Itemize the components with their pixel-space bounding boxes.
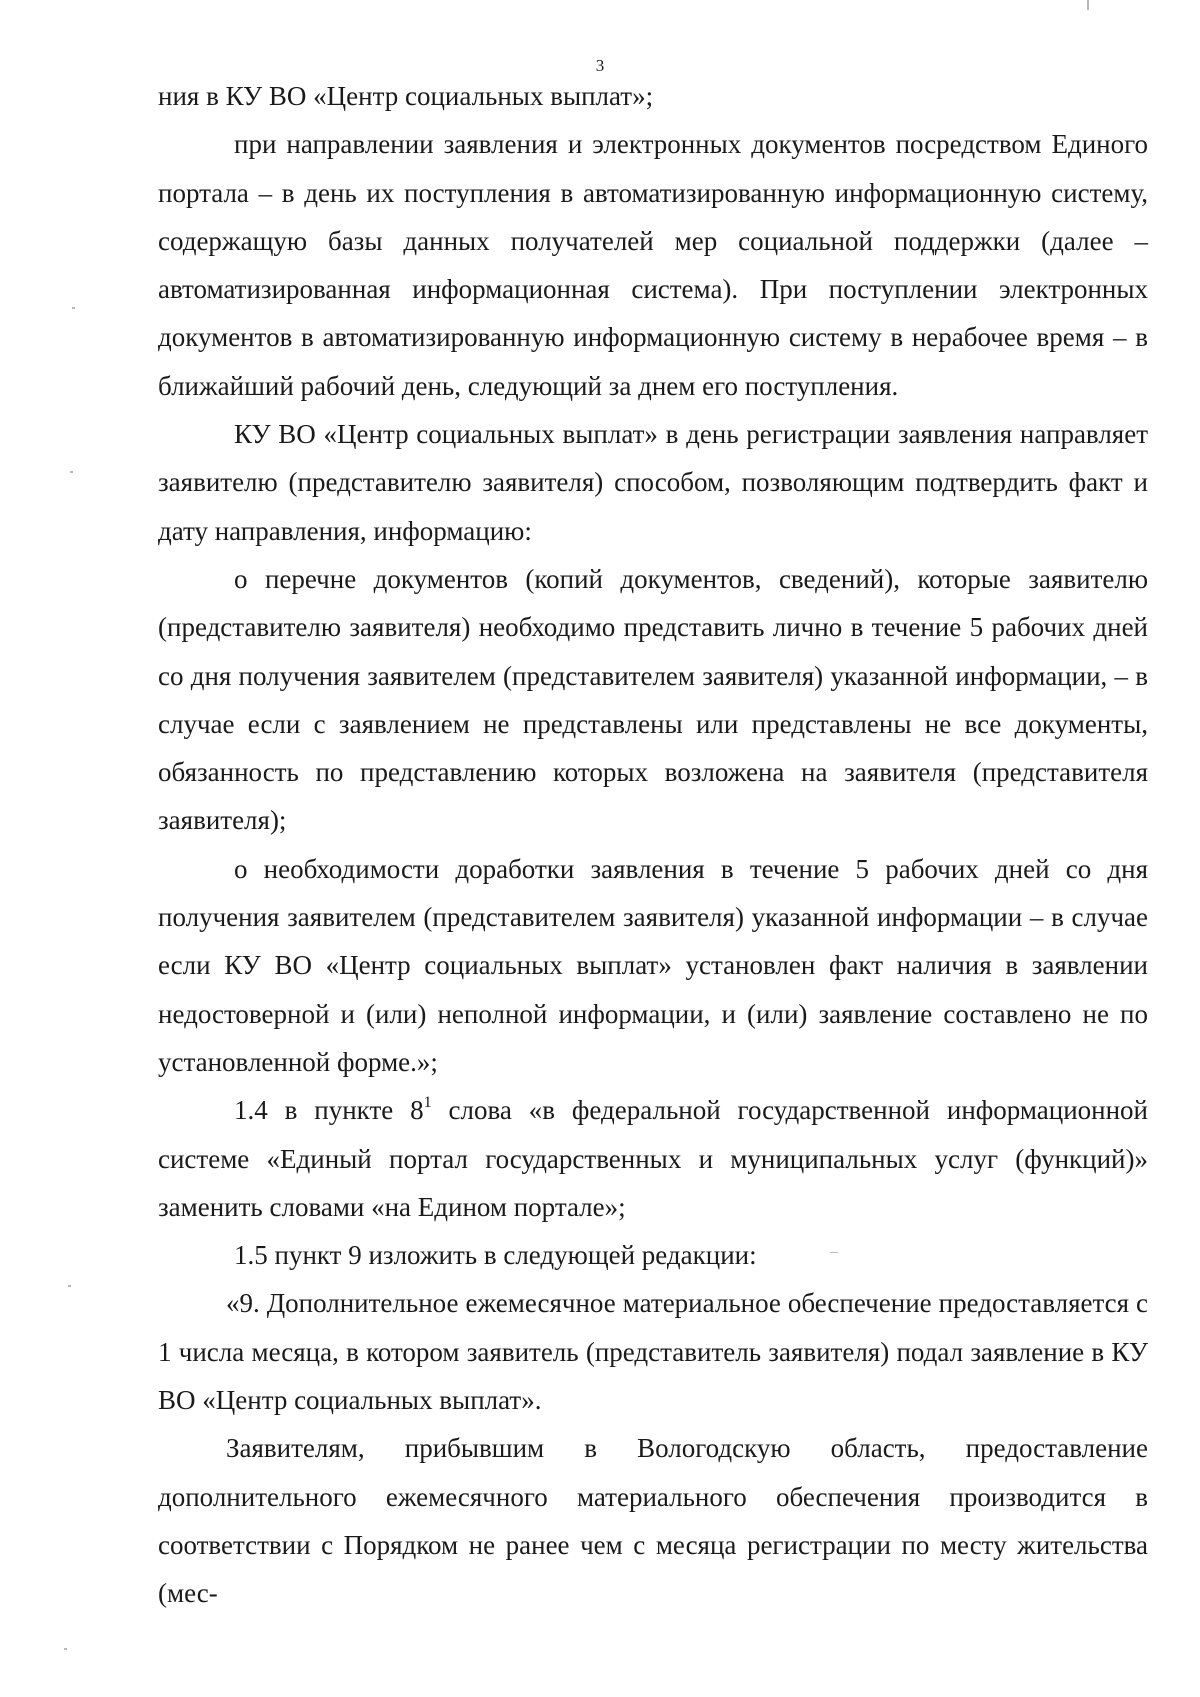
paragraph-documents-list: о перечне документов (копий документов, сведений), которые заявителю (представителю заявителя) необходимо представить лично в течение 5 рабочих дней со дня получения заявителем (представителем заявителя) указанной информации, – в случае если с заявлением не представлены или представлены не все документы, обязанность по представлению которых возложена на заявителя (представителя заявителя); bbox=[158, 563, 1148, 836]
scan-artifact bbox=[64, 1648, 67, 1650]
scan-artifact bbox=[1087, 0, 1089, 10]
paragraph-revision: о необходимости доработки заявления в течение 5 рабочих дней со дня получения заявителем (представителем заявителя) указанной информации – в случае если КУ ВО «Центр социальных выплат» установлен факт наличия в заявлении недостоверной и (или) неполной информации, и (или) заявление составлено не по установленной форме.»; bbox=[158, 853, 1148, 1077]
paragraph-item-1-5: 1.5 пункт 9 изложить в следующей редакции: bbox=[234, 1240, 757, 1271]
paragraph-arrived-applicants: Заявителям, прибывшим в Вологодскую область, предоставление дополнительного ежемесячного материального обеспечения производится в соответствии с Порядком не ранее чем с месяца регистрации по месту жительства (мес- bbox=[158, 1433, 1148, 1609]
scan-artifact bbox=[68, 1285, 71, 1287]
scan-artifact bbox=[72, 307, 75, 309]
paragraph-unified-portal: при направлении заявления и электронных документов посредством Единого портала – в день их поступления в автоматизированную информационную систему, содержащую базы данных получателей мер социальной поддержки (далее – автоматизированная информационная система). При поступлении электронных документов в автоматизированную информационную систему в нерабочее время – в ближайший рабочий день, следующий за днем его поступления. bbox=[158, 129, 1148, 401]
page-number: 3 bbox=[595, 56, 605, 75]
paragraph-continuation: ния в КУ ВО «Центр социальных выплат»; bbox=[158, 81, 654, 111]
document-body bbox=[158, 72, 1148, 1618]
superscript-1: 1 bbox=[423, 1094, 432, 1112]
scan-artifact bbox=[70, 471, 73, 473]
paragraph-item-1-4 bbox=[158, 1086, 1148, 1231]
paragraph-center-notifies: КУ ВО «Центр социальных выплат» в день регистрации заявления направляет заявителю (представителю заявителя) способом, позволяющим подтвердить факт и дату направления, информацию: bbox=[158, 419, 1148, 546]
item-1-4-text: 1.4 в пункте 8 bbox=[234, 1095, 424, 1126]
item-1-4-text-rest: слова «в федеральной государственной информационной системе «Единый портал государственных и муниципальных услуг (функций)» заменить словами «на Едином портале»; bbox=[158, 1095, 1148, 1222]
paragraph-point-9: «9. Дополнительное ежемесячное материальное обеспечение предоставляется с 1 числа месяца, в котором заявитель (представитель заявителя) подал заявление в КУ ВО «Центр социальных выплат». bbox=[158, 1288, 1148, 1416]
